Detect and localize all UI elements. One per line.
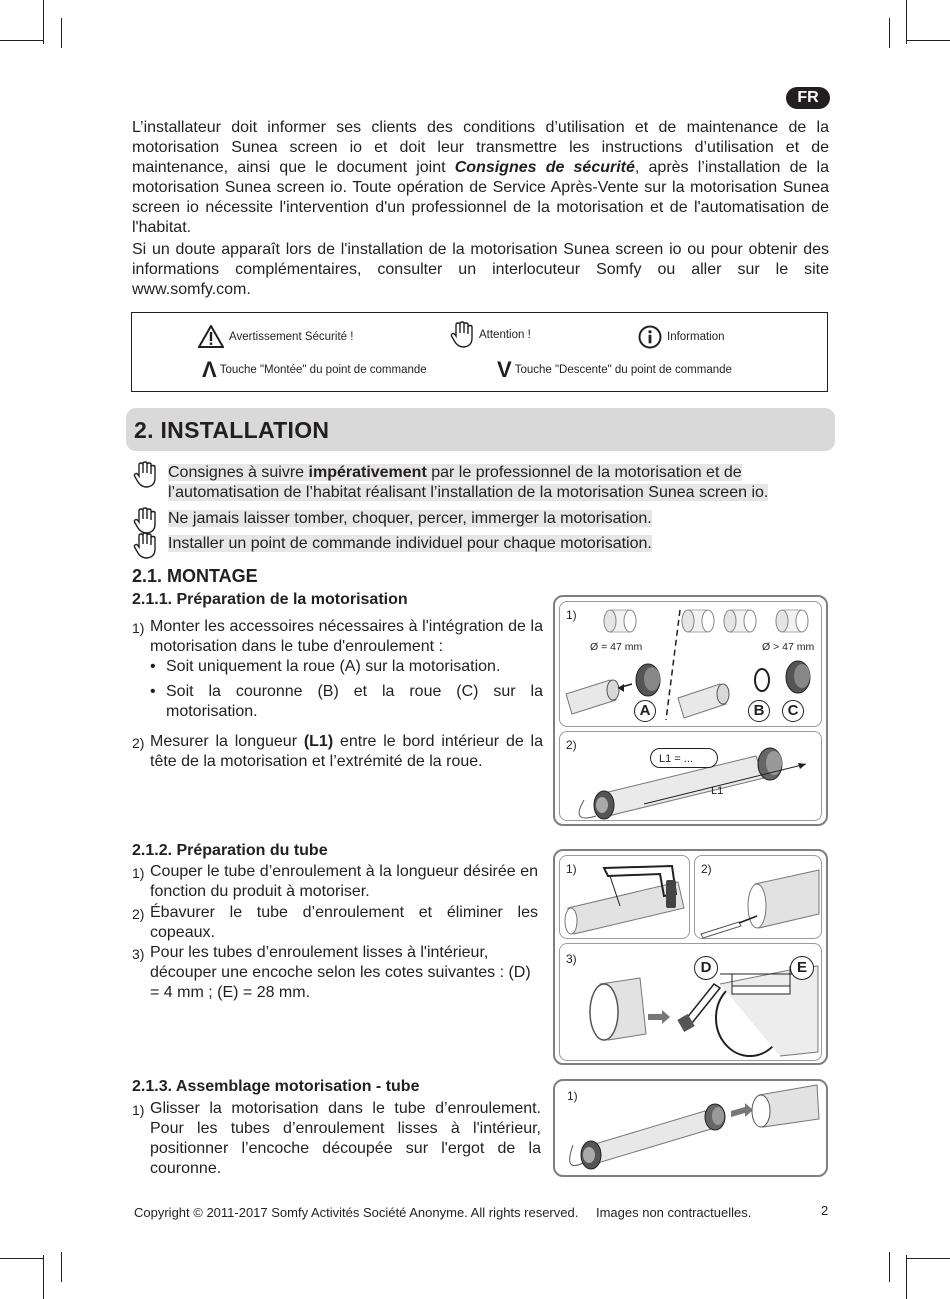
bullet-text-2: Soit la couronne (B) et la roue (C) sur la motorisation. bbox=[166, 683, 543, 720]
info-icon bbox=[638, 325, 662, 349]
l1-dimension-label: L1 bbox=[711, 785, 724, 797]
warning-1-line-2 bbox=[168, 483, 768, 503]
intro-p1-end: , après l’installation de la motorisation Sunea screen io. Toute opération de Service Après-Vente sur la motorisation Sunea screen io nécessite l'intervention d'un professionnel de la motorisation et de l'automatisation de l'habitat. bbox=[132, 159, 830, 236]
language-badge: FR bbox=[786, 87, 830, 109]
warning-1-start: Consignes à suivre bbox=[168, 464, 309, 481]
copyright-text: Copyright © 2011-2017 Somfy Activités Société Anonyme. All rights reserved. bbox=[134, 1205, 579, 1220]
step-2-end: entre le bord intérieur de la tête de la motorisation et l’extrémité de la roue. bbox=[150, 733, 543, 770]
legend-down-label: Touche "Descente" du point de commande bbox=[514, 364, 732, 376]
figure-motor-preparation bbox=[553, 595, 828, 826]
up-key-icon: Λ bbox=[202, 357, 217, 382]
warning-1-end: par le professionnel de la motorisation et de bbox=[426, 464, 742, 481]
step-number: 1) bbox=[132, 1102, 145, 1118]
warning-3-text: Installer un point de commande individuel pour chaque motorisation. bbox=[168, 535, 652, 552]
step-2-1-2-2: Ébavurer le tube d’enroulement et éliminer les copeaux. bbox=[150, 904, 538, 941]
step-2-1-2-3: Pour les tubes d’enroulement lisses à l'intérieur, découper une encoche selon les cotes suivantes : (D) = 4 mm ; (E) = 28 mm. bbox=[150, 944, 531, 1001]
legend-down bbox=[497, 359, 732, 381]
bullet-icon: • bbox=[150, 658, 156, 675]
down-key-icon: V bbox=[497, 357, 512, 382]
legend-information-label: Information bbox=[667, 331, 725, 343]
letter-b-badge: B bbox=[748, 700, 770, 722]
hand-icon bbox=[132, 532, 158, 560]
step-2-1-3-1: Glisser la motorisation dans le tube d’enroulement. Pour les tubes d’enroulement lisses à l'intérieur, positionner l’encoche découpée sur l'ergot de la couronne. bbox=[150, 1100, 541, 1177]
l1-value-box: L1 = ... bbox=[650, 748, 718, 768]
warning-triangle-icon bbox=[198, 325, 224, 348]
step-2-1-2-1: Couper le tube d’enroulement à la longueur désirée en fonction du produit à motoriser. bbox=[150, 863, 538, 900]
figure-step-label: 1) bbox=[567, 1089, 578, 1103]
figure-2-panel-3 bbox=[559, 943, 822, 1061]
legend-up-label: Touche "Montée" du point de commande bbox=[219, 364, 427, 376]
footer bbox=[134, 1205, 751, 1220]
figure-1-panel-1 bbox=[559, 601, 822, 727]
hand-icon bbox=[450, 321, 474, 349]
figure-2-panel-2 bbox=[694, 855, 822, 939]
figure-step-label: 1) bbox=[566, 862, 577, 876]
symbol-legend bbox=[131, 312, 828, 392]
subsection-2-1-3-heading: 2.1.3. Assemblage motorisation - tube bbox=[132, 1078, 420, 1095]
safety-doc-ref: Consignes de sécurité bbox=[454, 159, 635, 176]
page-number: 2 bbox=[821, 1203, 829, 1218]
step-number: 1) bbox=[132, 620, 145, 636]
letter-d-badge: D bbox=[694, 956, 718, 980]
figure-2-panel-1 bbox=[559, 855, 690, 939]
diameter-greater-label: Ø > 47 mm bbox=[762, 641, 815, 653]
warning-2-text: Ne jamais laisser tomber, choquer, percer, immerger la motorisation. bbox=[168, 510, 652, 527]
legend-safety-label: Avertissement Sécurité ! bbox=[229, 330, 354, 343]
legend-safety bbox=[198, 325, 353, 348]
step-number: 2) bbox=[132, 906, 145, 922]
intro-p1-start: L’installateur doit informer ses clients des conditions d’utilisation et de maintenance de la motorisation Sunea screen io et doit leur transmettre les instructions d’utilisation et de maintenance, ainsi que le document joint bbox=[132, 119, 829, 176]
figure-step-label: 1) bbox=[566, 608, 577, 622]
subsection-2-1-1-heading: 2.1.1. Préparation de la motorisation bbox=[132, 591, 408, 608]
bullet-icon: • bbox=[150, 683, 156, 700]
motor-length-drawing bbox=[560, 732, 823, 822]
section-header bbox=[126, 408, 835, 451]
letter-a-badge: A bbox=[634, 700, 656, 722]
montage-heading: 2.1. MONTAGE bbox=[132, 566, 258, 586]
diameter-equal-label: Ø = 47 mm bbox=[590, 641, 643, 653]
step-number: 3) bbox=[132, 946, 145, 962]
deburr-drawing bbox=[695, 856, 823, 940]
letter-c-badge: C bbox=[782, 700, 804, 722]
figure-1-panel-2 bbox=[559, 731, 822, 821]
hand-icon bbox=[132, 507, 158, 535]
warning-1-line-1 bbox=[168, 463, 742, 483]
warning-1-emphasis: impérativement bbox=[308, 464, 427, 481]
saw-cut-drawing bbox=[560, 856, 691, 940]
bullet-text-1: Soit uniquement la roue (A) sur la motorisation. bbox=[166, 658, 501, 675]
hand-icon bbox=[132, 461, 158, 489]
letter-e-badge: E bbox=[790, 956, 814, 980]
assembly-drawing bbox=[555, 1081, 826, 1175]
step-number: 1) bbox=[132, 865, 145, 881]
l1-label: (L1) bbox=[303, 733, 334, 750]
legend-attention-label: Attention ! bbox=[479, 329, 531, 341]
intro-paragraph-1 bbox=[132, 118, 829, 238]
legend-information bbox=[638, 325, 725, 349]
figure-tube-preparation bbox=[553, 849, 828, 1065]
step-number: 2) bbox=[132, 735, 145, 751]
step-2-1-1-1: Monter les accessoires nécessaires à l'intégration de la motorisation dans le tube d'enroulement : bbox=[150, 618, 543, 655]
step-2-1-1-2 bbox=[150, 732, 543, 772]
legend-attention bbox=[450, 321, 531, 349]
section-title: 2. INSTALLATION bbox=[134, 417, 330, 443]
subsection-2-1-2-heading: 2.1.2. Préparation du tube bbox=[132, 842, 328, 859]
step-2-start: Mesurer la longueur bbox=[150, 733, 304, 750]
figure-motor-tube-assembly bbox=[553, 1079, 828, 1177]
warning-1 bbox=[132, 463, 832, 503]
legend-up bbox=[202, 359, 427, 381]
warning-2 bbox=[132, 509, 832, 531]
figure-step-label: 3) bbox=[566, 952, 577, 966]
notch-drawing bbox=[560, 944, 823, 1062]
warning-1-line-2-text: l’automatisation de l’habitat réalisant l’installation de la motorisation Sunea screen io. bbox=[168, 483, 769, 501]
disclaimer-text: Images non contractuelles. bbox=[595, 1205, 752, 1220]
intro-paragraph-2: Si un doute apparaît lors de l'installation de la motorisation Sunea screen io ou pour obtenir des informations complémentaires, consulter un interlocuteur Somfy ou aller sur le site www.somfy.com. bbox=[132, 241, 829, 298]
warning-3 bbox=[132, 534, 832, 556]
figure-step-label: 2) bbox=[566, 738, 577, 752]
figure-step-label: 2) bbox=[701, 862, 712, 876]
